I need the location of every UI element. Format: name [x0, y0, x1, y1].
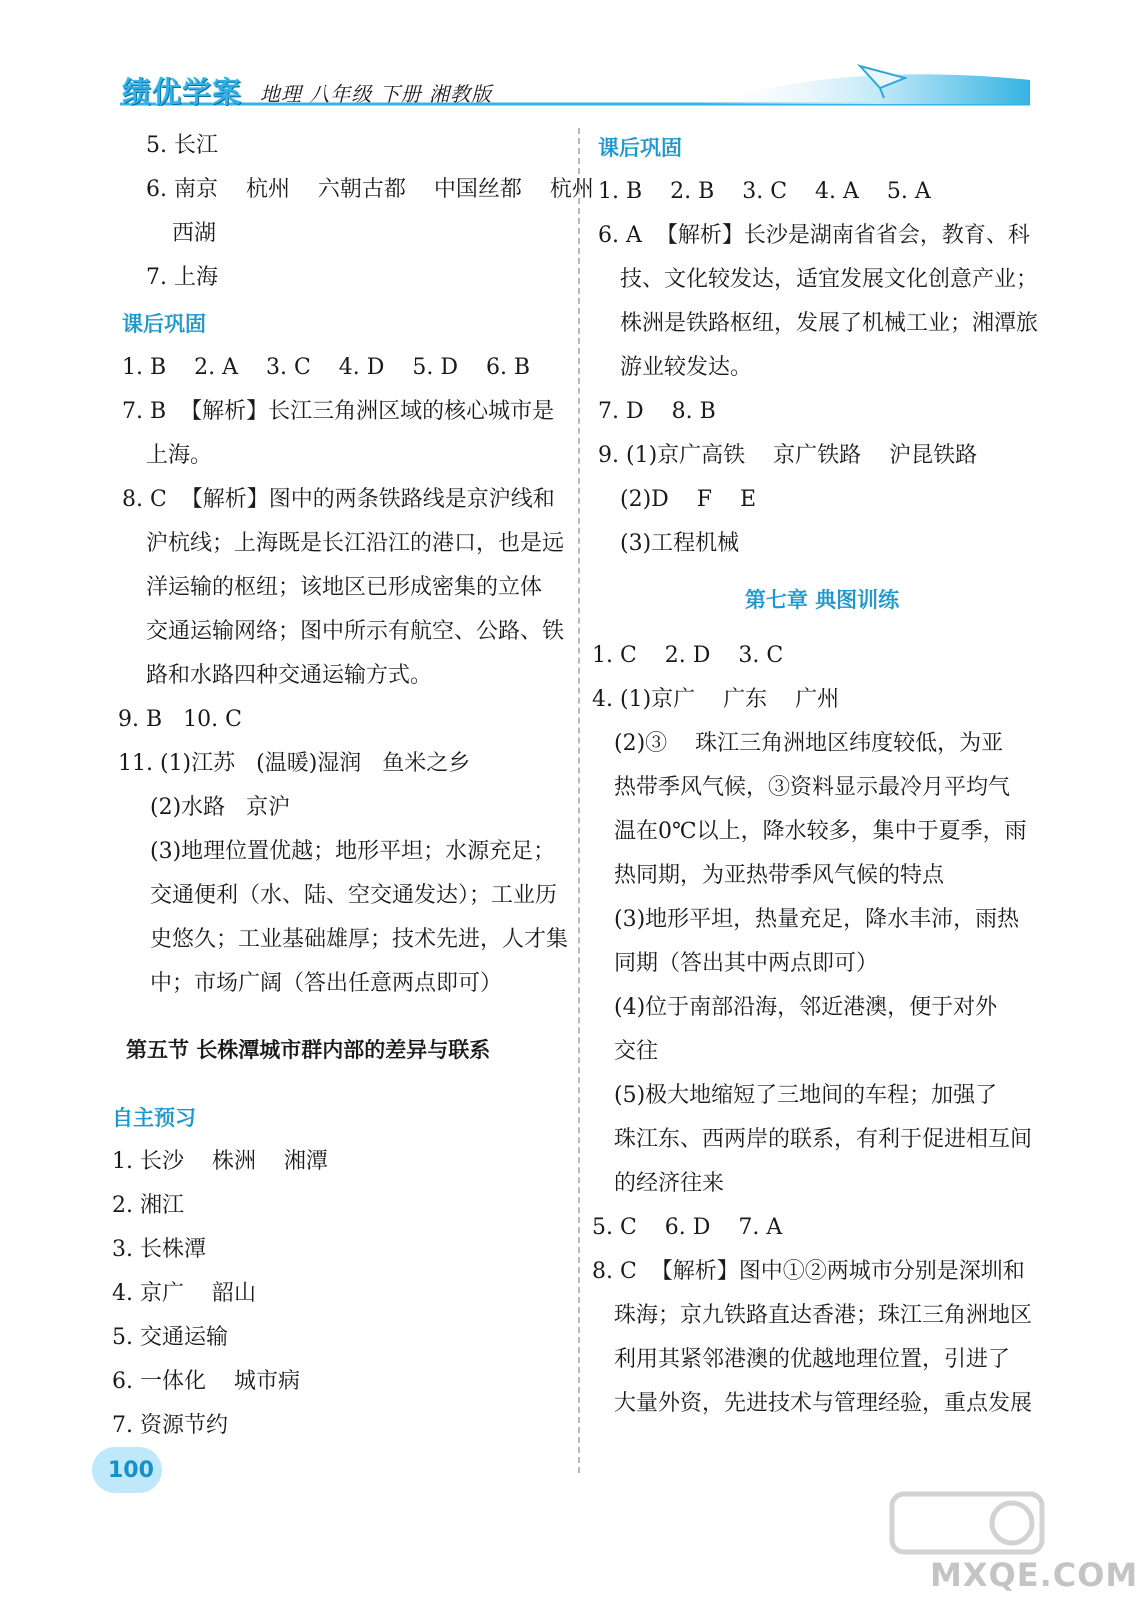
answer-line: (3)地形平坦，热量充足，降水丰沛，雨热 — [614, 907, 1020, 932]
answer-line: 6. 一体化 城市病 — [112, 1369, 300, 1394]
answer-line: (3)地理位置优越；地形平坦；水源充足； — [150, 839, 556, 864]
answer-line: 7. 上海 — [146, 265, 218, 290]
answer-line: 游业较发达。 — [620, 355, 753, 380]
answer-line: 交往 — [614, 1039, 659, 1064]
chapter-heading: 第七章 典图训练 — [744, 588, 900, 612]
answer-line: (2)③ 珠江三角洲地区纬度较低，为亚 — [614, 731, 1004, 756]
answer-line: 5. 交通运输 — [112, 1325, 228, 1350]
answer-line: 热同期，为亚热带季风气候的特点 — [614, 863, 945, 888]
answer-line: 史悠久；工业基础雄厚；技术先进，人才集 — [150, 927, 569, 952]
page-header — [0, 0, 1080, 120]
answer-line: 1. B 2. B 3. C 4. A 5. A — [598, 179, 931, 204]
answer-line: 4. (1)京广 广东 广州 — [592, 687, 840, 712]
column-divider — [578, 128, 580, 1473]
answer-line: 5. 长江 — [146, 133, 218, 158]
answer-line: 4. 京广 韶山 — [112, 1281, 256, 1306]
answer-line: 利用其紧邻港澳的优越地理位置，引进了 — [614, 1347, 1011, 1372]
answer-line: 的经济往来 — [614, 1171, 725, 1196]
answer-line: 中；市场广阔（答出任意两点即可） — [150, 971, 503, 996]
answer-line: 珠海；京九铁路直达香港；珠江三角洲地区 — [614, 1303, 1033, 1328]
answer-line: 株洲是铁路枢纽，发展了机械工业；湘潭旅 — [620, 311, 1039, 336]
answer-line: 6. A 【解析】长沙是湖南省省会，教育、科 — [598, 223, 1030, 248]
answer-line: 6. 南京 杭州 六朝古都 中国丝都 杭州 — [146, 177, 594, 202]
answer-line: 3. 长株潭 — [112, 1237, 206, 1262]
answer-line: 上海。 — [146, 443, 213, 468]
section-title: 第五节 长株潭城市群内部的差异与联系 — [126, 1038, 491, 1062]
answer-line: (5)极大地缩短了三地间的车程；加强了 — [614, 1083, 998, 1108]
answer-line: 珠江东、西两岸的联系，有利于促进相互间 — [614, 1127, 1033, 1152]
answer-line: (2)D F E — [620, 487, 757, 512]
section-heading: 课后巩固 — [122, 312, 206, 336]
answer-line: 9. B 10. C — [118, 707, 242, 732]
right-column — [592, 124, 1052, 1426]
answer-line: 7. 资源节约 — [112, 1413, 228, 1438]
brand-logo: 绩优学案 — [122, 75, 243, 109]
section-heading: 自主预习 — [112, 1106, 196, 1130]
answer-line: 西湖 — [172, 221, 217, 246]
watermark-text: MXQE.COM — [930, 1556, 1138, 1594]
section-heading: 课后巩固 — [598, 136, 682, 160]
answer-line: 1. 长沙 株洲 湘潭 — [112, 1149, 328, 1174]
answer-line: 技、文化较发达，适宜发展文化创意产业； — [620, 267, 1039, 292]
answer-line: 洋运输的枢纽；该地区已形成密集的立体 — [146, 575, 543, 600]
answer-line: 9. (1)京广高铁 京广铁路 沪昆铁路 — [598, 443, 978, 468]
answer-line: 7. B 【解析】长江三角洲区域的核心城市是 — [122, 399, 555, 424]
answer-line: 8. C 【解析】图中①②两城市分别是深圳和 — [592, 1259, 1025, 1284]
answer-line: 8. C 【解析】图中的两条铁路线是京沪线和 — [122, 487, 555, 512]
answer-line: 交通便利（水、陆、空交通发达）；工业历 — [150, 883, 558, 908]
page-number: 100 — [108, 1458, 154, 1483]
answer-line: 1. C 2. D 3. C — [592, 643, 784, 668]
answer-line: (4)位于南部沿海，邻近港澳，便于对外 — [614, 995, 998, 1020]
answer-line: 热带季风气候，③资料显示最冷月平均气 — [614, 775, 1011, 800]
answer-line: 同期（答出其中两点即可） — [614, 951, 879, 976]
answer-line: 11. (1)江苏 (温暖)湿润 鱼米之乡 — [118, 751, 471, 776]
answer-line: 7. D 8. B — [598, 399, 716, 424]
answer-line: 沪杭线；上海既是长江沿江的港口，也是远 — [146, 531, 565, 556]
answer-line: (2)水路 京沪 — [150, 795, 291, 820]
answer-line: 交通运输网络；图中所示有航空、公路、铁 — [146, 619, 565, 644]
answer-line: 1. B 2. A 3. C 4. D 5. D 6. B — [122, 355, 531, 380]
answer-line: 温在0℃以上，降水较多，集中于夏季，雨 — [614, 819, 1027, 844]
answer-line: (3)工程机械 — [620, 531, 740, 556]
header-subtitle: 地理 八年级 下册 湘教版 — [260, 82, 493, 106]
left-column — [112, 124, 594, 1448]
answer-line: 5. C 6. D 7. A — [592, 1215, 783, 1240]
answer-line: 路和水路四种交通运输方式。 — [146, 663, 433, 688]
answer-line: 2. 湘江 — [112, 1193, 184, 1218]
answer-line: 大量外资，先进技术与管理经验，重点发展 — [614, 1391, 1033, 1416]
